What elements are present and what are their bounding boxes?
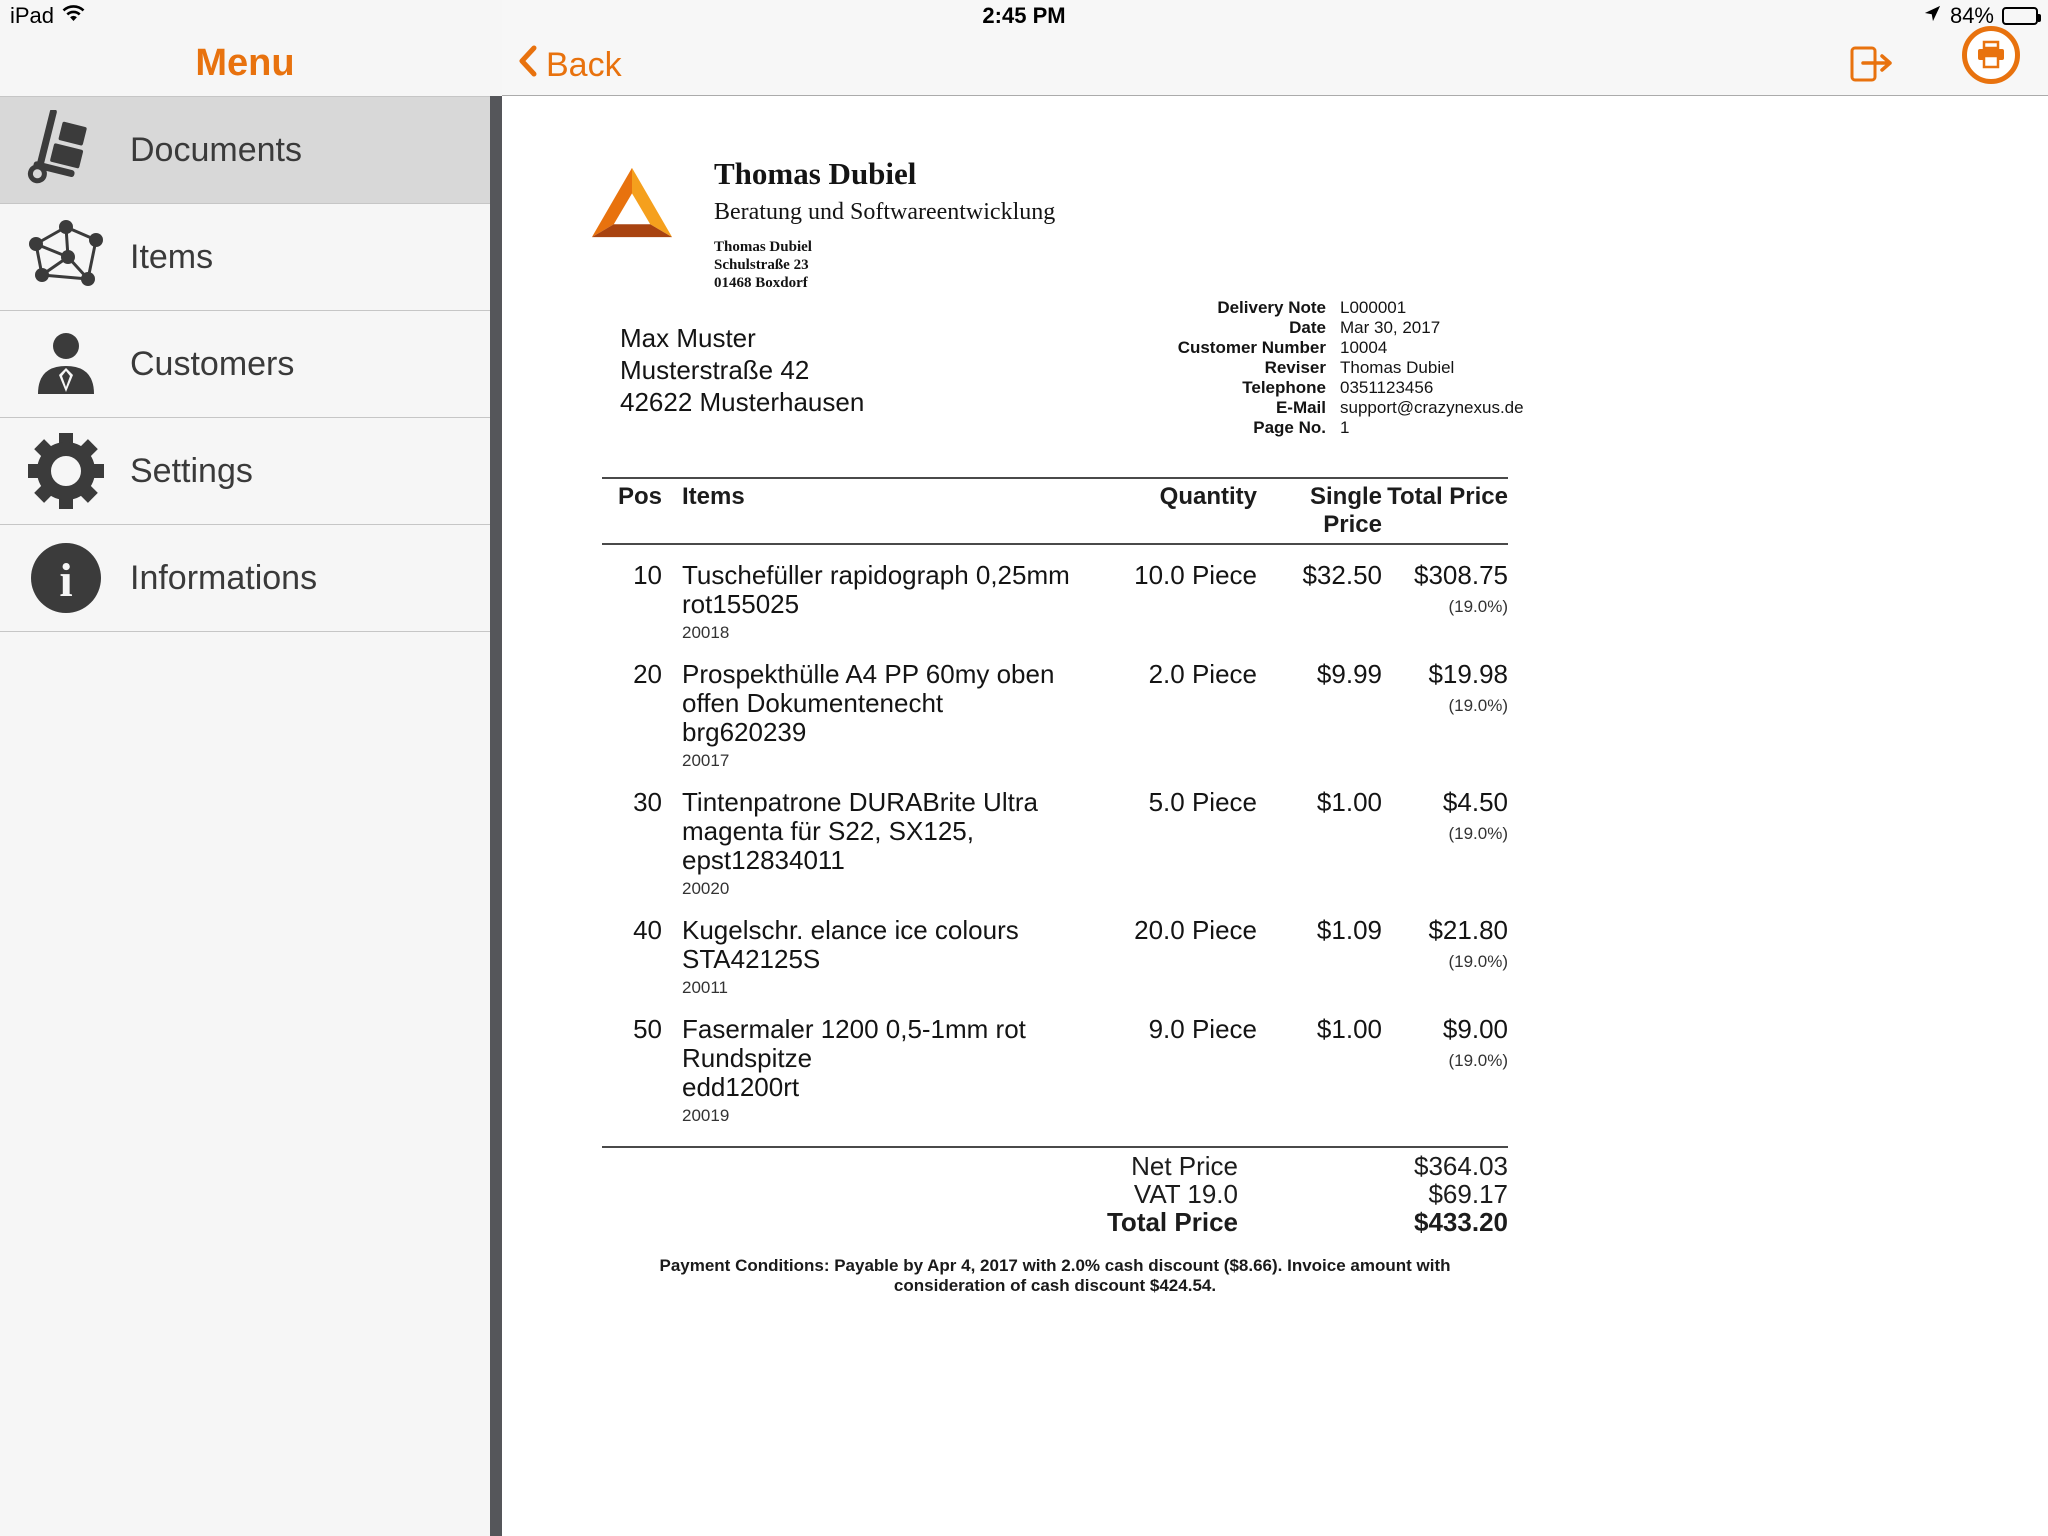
items-table	[602, 477, 1508, 1296]
battery-icon	[2002, 7, 2038, 25]
item-name: Kugelschr. elance ice colours	[682, 915, 1019, 945]
company-block	[714, 156, 1055, 292]
table-header	[602, 477, 1508, 545]
back-label: Back	[546, 46, 622, 84]
hand-truck-icon	[26, 110, 106, 190]
row-pos: 40	[633, 915, 662, 945]
row-pos: 50	[633, 1014, 662, 1044]
item-code: STA42125S	[682, 944, 821, 974]
sidebar-item-label: Settings	[130, 451, 253, 490]
meta-value: support@crazynexus.de	[1340, 398, 1524, 417]
wifi-icon	[61, 3, 86, 29]
item-code: rot155025	[682, 589, 800, 619]
meta-table	[1062, 298, 1524, 438]
meta-label: Date	[1289, 318, 1326, 337]
meta-value: 1	[1340, 418, 1350, 437]
status-left	[10, 3, 270, 29]
row-items	[682, 1015, 1102, 1127]
totals-row	[602, 1208, 1508, 1236]
row-total	[1382, 788, 1508, 900]
row-quantity: 2.0 Piece	[1148, 659, 1257, 689]
meta-label: Reviser	[1264, 358, 1326, 377]
pdf-export-icon[interactable]	[1848, 44, 1896, 89]
row-vat: (19.0%)	[1448, 952, 1508, 971]
totals-value: $364.03	[1414, 1151, 1508, 1181]
row-single-price: $9.99	[1316, 659, 1382, 689]
meta-row	[1062, 418, 1508, 438]
meta-value: 0351123456	[1340, 378, 1434, 397]
status-bar	[0, 0, 2048, 32]
row-items	[682, 788, 1102, 900]
meta-label: Page No.	[1253, 418, 1326, 437]
item-code: epst12834011	[682, 845, 845, 875]
item-name: Tuschefüller rapidograph 0,25mm	[682, 560, 1070, 590]
meta-row	[1062, 358, 1508, 378]
company-address-line: 01468 Boxdorf	[714, 275, 808, 291]
chevron-left-icon	[518, 44, 538, 87]
meta-value: Mar 30, 2017	[1340, 318, 1441, 337]
sidebar-item-settings[interactable]	[0, 418, 490, 525]
item-number: 20011	[682, 978, 729, 997]
meta-label: E-Mail	[1275, 398, 1326, 417]
meta-row	[1062, 318, 1508, 338]
person-icon	[26, 324, 106, 404]
items-rows	[602, 545, 1508, 1127]
meta-row	[1062, 398, 1524, 418]
sidebar-item-label: Items	[130, 237, 214, 276]
row-quantity: 5.0 Piece	[1148, 787, 1257, 817]
row-single-price: $32.50	[1302, 560, 1382, 590]
table-row	[602, 772, 1508, 900]
row-pos: 20	[633, 659, 662, 689]
totals-value: $433.20	[1414, 1207, 1508, 1237]
item-number: 20019	[682, 1106, 730, 1125]
table-row	[602, 900, 1508, 999]
row-single-price: $1.09	[1316, 915, 1382, 945]
row-total-price: $4.50	[1442, 787, 1508, 817]
clock: 2:45 PM	[982, 3, 1066, 28]
network-icon	[26, 217, 106, 297]
meta-label: Delivery Note	[1217, 298, 1326, 317]
svg-text:i: i	[59, 554, 73, 607]
item-number: 20020	[682, 879, 730, 898]
sidebar-item-label: Informations	[130, 558, 318, 597]
info-icon	[26, 538, 106, 618]
table-row	[602, 545, 1508, 644]
company-address-line: Schulstraße 23	[714, 257, 809, 273]
header-total-price: Total Price	[1387, 483, 1508, 510]
item-name: Prospekthülle A4 PP 60my oben offen Dokumentenecht	[682, 659, 1055, 718]
company-address	[714, 238, 1055, 292]
row-vat: (19.0%)	[1448, 696, 1508, 715]
battery-percent: 84%	[1949, 3, 1994, 28]
sidebar-item-label: Customers	[130, 344, 295, 383]
totals-label: Net Price	[1131, 1151, 1238, 1181]
meta-value: Thomas Dubiel	[1340, 358, 1455, 377]
sidebar-item-documents[interactable]	[0, 97, 490, 204]
item-code: edd1200rt	[682, 1072, 800, 1102]
row-total	[1382, 660, 1508, 772]
item-number: 20017	[682, 751, 730, 770]
printer-icon[interactable]	[1962, 26, 2020, 84]
menu-list	[0, 96, 490, 632]
row-total	[1382, 561, 1508, 644]
recipient-address	[620, 322, 864, 418]
row-quantity: 20.0 Piece	[1134, 915, 1257, 945]
meta-row	[1062, 338, 1508, 358]
row-vat: (19.0%)	[1448, 824, 1508, 843]
row-vat: (19.0%)	[1448, 597, 1508, 616]
item-number: 20018	[682, 623, 730, 642]
header-quantity: Quantity	[1159, 483, 1257, 510]
row-total-price: $9.00	[1442, 1014, 1508, 1044]
totals-value: $69.17	[1428, 1179, 1508, 1209]
row-total-price: $21.80	[1428, 915, 1508, 945]
totals-label: Total Price	[1106, 1207, 1238, 1237]
totals-row	[602, 1152, 1508, 1180]
totals-row	[602, 1180, 1508, 1208]
row-total-price: $308.75	[1414, 560, 1508, 590]
sidebar-item-customers[interactable]	[0, 311, 490, 418]
sidebar	[0, 0, 490, 1536]
row-quantity: 9.0 Piece	[1148, 1014, 1257, 1044]
recipient-line: Max Muster	[620, 323, 756, 353]
company-address-line: Thomas Dubiel	[714, 239, 812, 255]
row-total-price: $19.98	[1428, 659, 1508, 689]
status-right	[1778, 3, 2038, 29]
header-items: Items	[682, 483, 745, 510]
document-preview	[502, 96, 2048, 1536]
company-logo-icon	[586, 166, 678, 253]
company-subtitle: Beratung und Softwareentwicklung	[714, 199, 1056, 225]
meta-row	[1062, 298, 1508, 318]
header-pos: Pos	[617, 483, 662, 510]
item-name: Tintenpatrone DURABrite Ultra magenta für S22, SX125,	[682, 787, 1038, 846]
item-name: Fasermaler 1200 0,5-1mm rot Rundspitze	[682, 1014, 1026, 1073]
meta-value: L000001	[1340, 298, 1407, 317]
row-pos: 30	[633, 787, 662, 817]
row-single-price: $1.00	[1316, 787, 1382, 817]
meta-row	[1062, 378, 1508, 398]
row-items	[682, 660, 1102, 772]
recipient-line: 42622 Musterhausen	[620, 387, 865, 417]
meta-label: Telephone	[1242, 378, 1326, 397]
row-items	[682, 561, 1102, 644]
row-items	[682, 916, 1102, 999]
row-total	[1382, 1015, 1508, 1127]
sidebar-item-label: Documents	[130, 130, 302, 169]
row-single-price: $1.00	[1316, 1014, 1382, 1044]
row-total	[1382, 916, 1508, 999]
totals	[602, 1146, 1508, 1236]
table-row	[602, 644, 1508, 772]
split-divider	[490, 96, 502, 1536]
company-name: Thomas Dubiel	[714, 156, 917, 191]
sidebar-item-informations[interactable]	[0, 525, 490, 632]
menu-title: Menu	[195, 42, 295, 84]
meta-label: Customer Number	[1177, 338, 1326, 357]
item-code: brg620239	[682, 717, 807, 747]
meta-value: 10004	[1340, 338, 1388, 357]
device-label: iPad	[10, 3, 55, 28]
totals-label: VAT 19.0	[1133, 1179, 1238, 1209]
back-button[interactable]	[518, 44, 622, 87]
recipient-line: Musterstraße 42	[620, 355, 810, 385]
table-row	[602, 999, 1508, 1127]
row-vat: (19.0%)	[1448, 1051, 1508, 1070]
gear-icon	[26, 431, 106, 511]
header-single-price: Single Price	[1309, 483, 1382, 538]
sidebar-item-items[interactable]	[0, 204, 490, 311]
payment-conditions: Payment Conditions: Payable by Apr 4, 2017 with 2.0% cash discount ($8.66). Invoice amount with consideration of cash discount $424.54.	[659, 1256, 1451, 1295]
row-pos: 10	[633, 560, 662, 590]
location-arrow-icon	[1923, 3, 1942, 29]
row-quantity: 10.0 Piece	[1134, 560, 1257, 590]
